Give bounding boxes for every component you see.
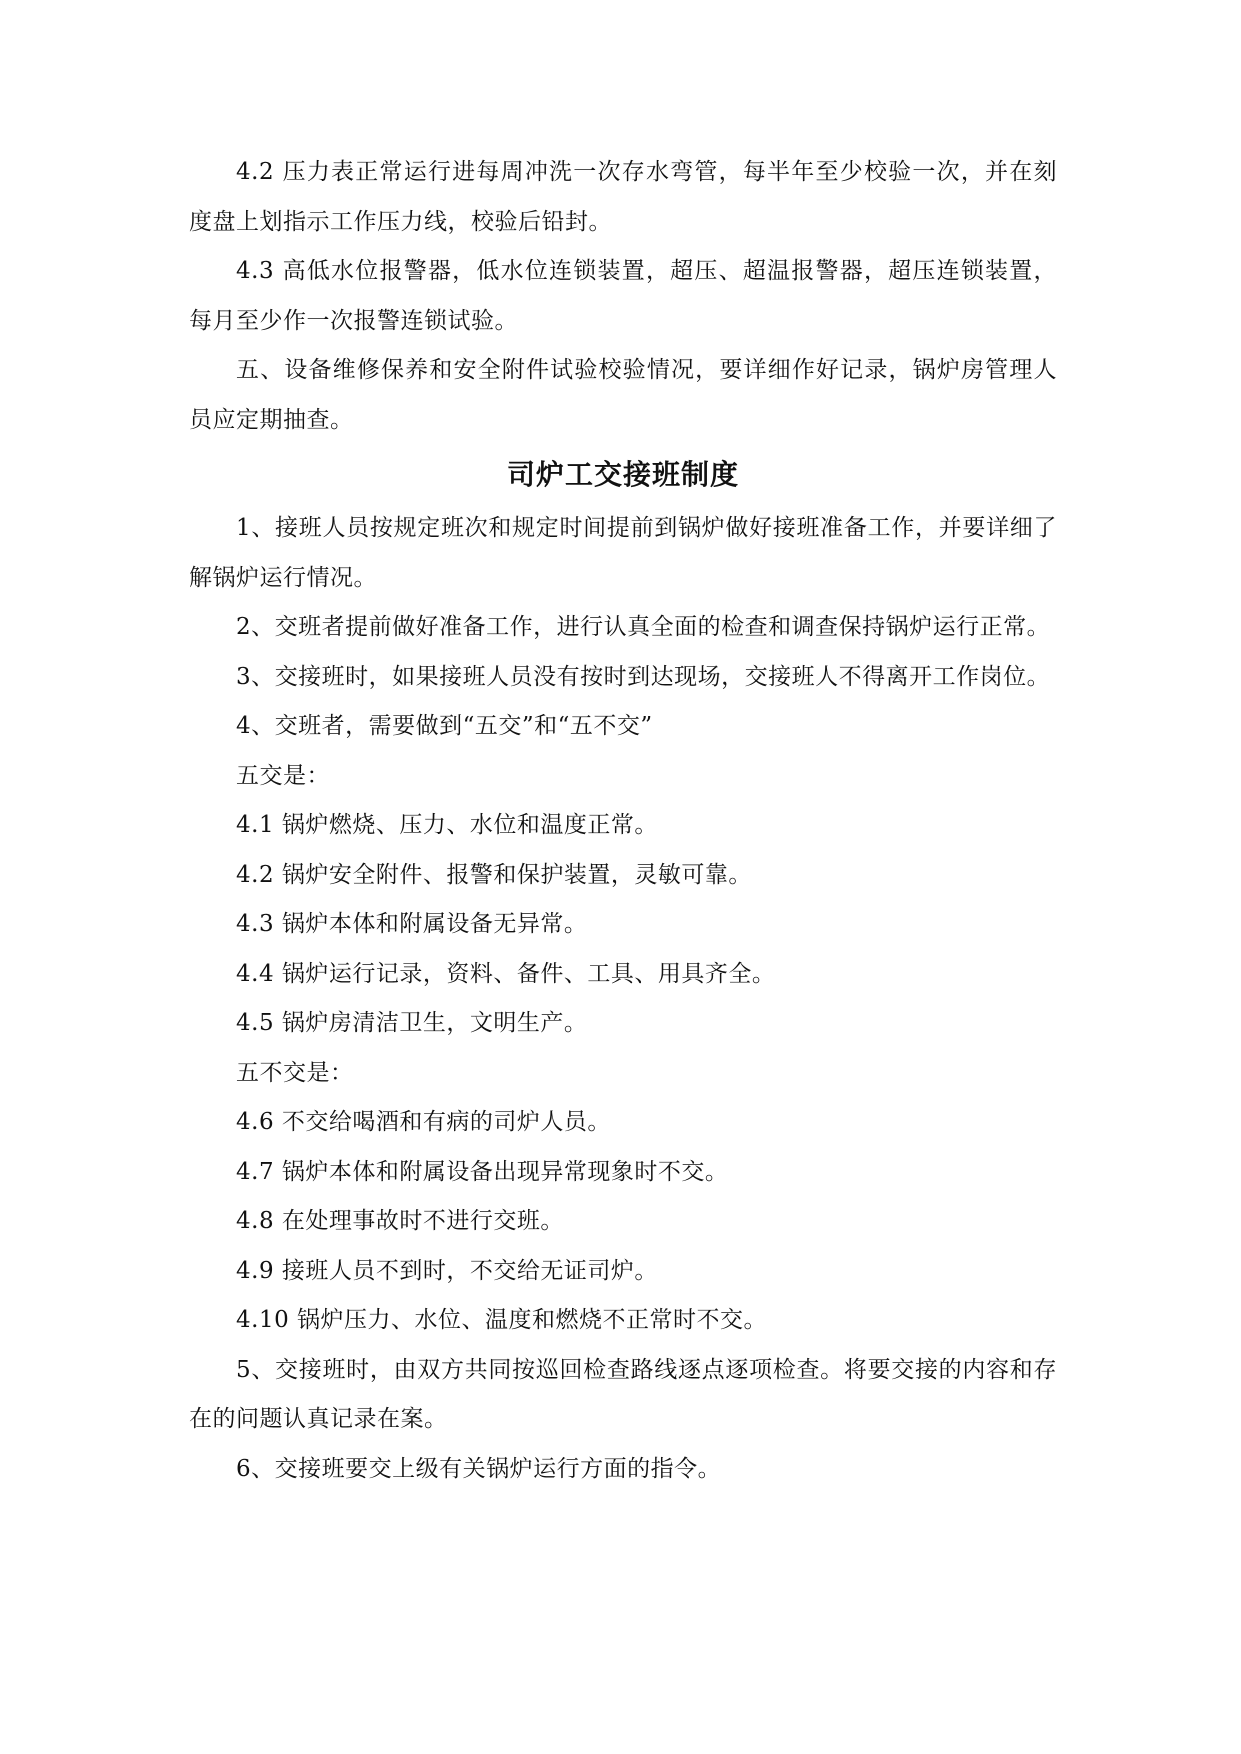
paragraph: 6、交接班要交上级有关锅炉运行方面的指令。: [236, 1455, 722, 1482]
paragraph: 4、交班者，需要做到“五交”和“五不交”: [236, 713, 653, 739]
list-item: 4.2 锅炉安全附件、报警和保护装置，灵敏可靠。: [236, 861, 752, 888]
paragraph: 4.3 高低水位报警器，低水位连锁装置，超压、超温报警器，超压连锁装置，每月至少作一次报警连锁试验。: [189, 258, 1057, 334]
body-section: [189, 504, 1057, 1494]
list-item: 4.8 在处理事故时不进行交班。: [236, 1208, 564, 1234]
top-section: [189, 148, 1057, 445]
section-title: 司炉工交接班制度: [506, 458, 739, 491]
list-item: 4.9 接班人员不到时，不交给无证司炉。: [236, 1257, 658, 1284]
list-item: 4.6 不交给喝酒和有病的司炉人员。: [236, 1109, 611, 1135]
document-content: [189, 148, 1057, 1494]
list-item: 4.7 锅炉本体和附属设备出现异常现象时不交。: [236, 1158, 729, 1185]
paragraph: 五、设备维修保养和安全附件试验校验情况，要详细作好记录，锅炉房管理人员应定期抽查。: [189, 357, 1057, 433]
list-item: 4.5 锅炉房清洁卫生，文明生产。: [236, 1010, 588, 1036]
list-item: 4.3 锅炉本体和附属设备无异常。: [236, 911, 588, 937]
list-item: 4.1 锅炉燃烧、压力、水位和温度正常。: [236, 812, 658, 838]
list-heading: 五不交是：: [236, 1059, 354, 1086]
paragraph: 5、交接班时，由双方共同按巡回检查路线逐点逐项检查。将要交接的内容和存在的问题认真记录在案。: [189, 1356, 1057, 1432]
list-item: 4.10 锅炉压力、水位、温度和燃烧不正常时不交。: [236, 1307, 768, 1333]
paragraph: 2、交班者提前做好准备工作，进行认真全面的检查和调查保持锅炉运行正常。: [236, 614, 1051, 640]
paragraph: 1、接班人员按规定班次和规定时间提前到锅炉做好接班准备工作，并要详细了解锅炉运行情况。: [189, 515, 1057, 591]
paragraph: 3、交接班时，如果接班人员没有按时到达现场，交接班人不得离开工作岗位。: [236, 663, 1051, 690]
list-item: 4.4 锅炉运行记录，资料、备件、工具、用具齐全。: [236, 960, 776, 987]
paragraph: 4.2 压力表正常运行进每周冲洗一次存水弯管，每半年至少校验一次，并在刻度盘上划指示工作压力线，校验后铅封。: [189, 159, 1057, 235]
list-heading: 五交是：: [236, 762, 330, 789]
